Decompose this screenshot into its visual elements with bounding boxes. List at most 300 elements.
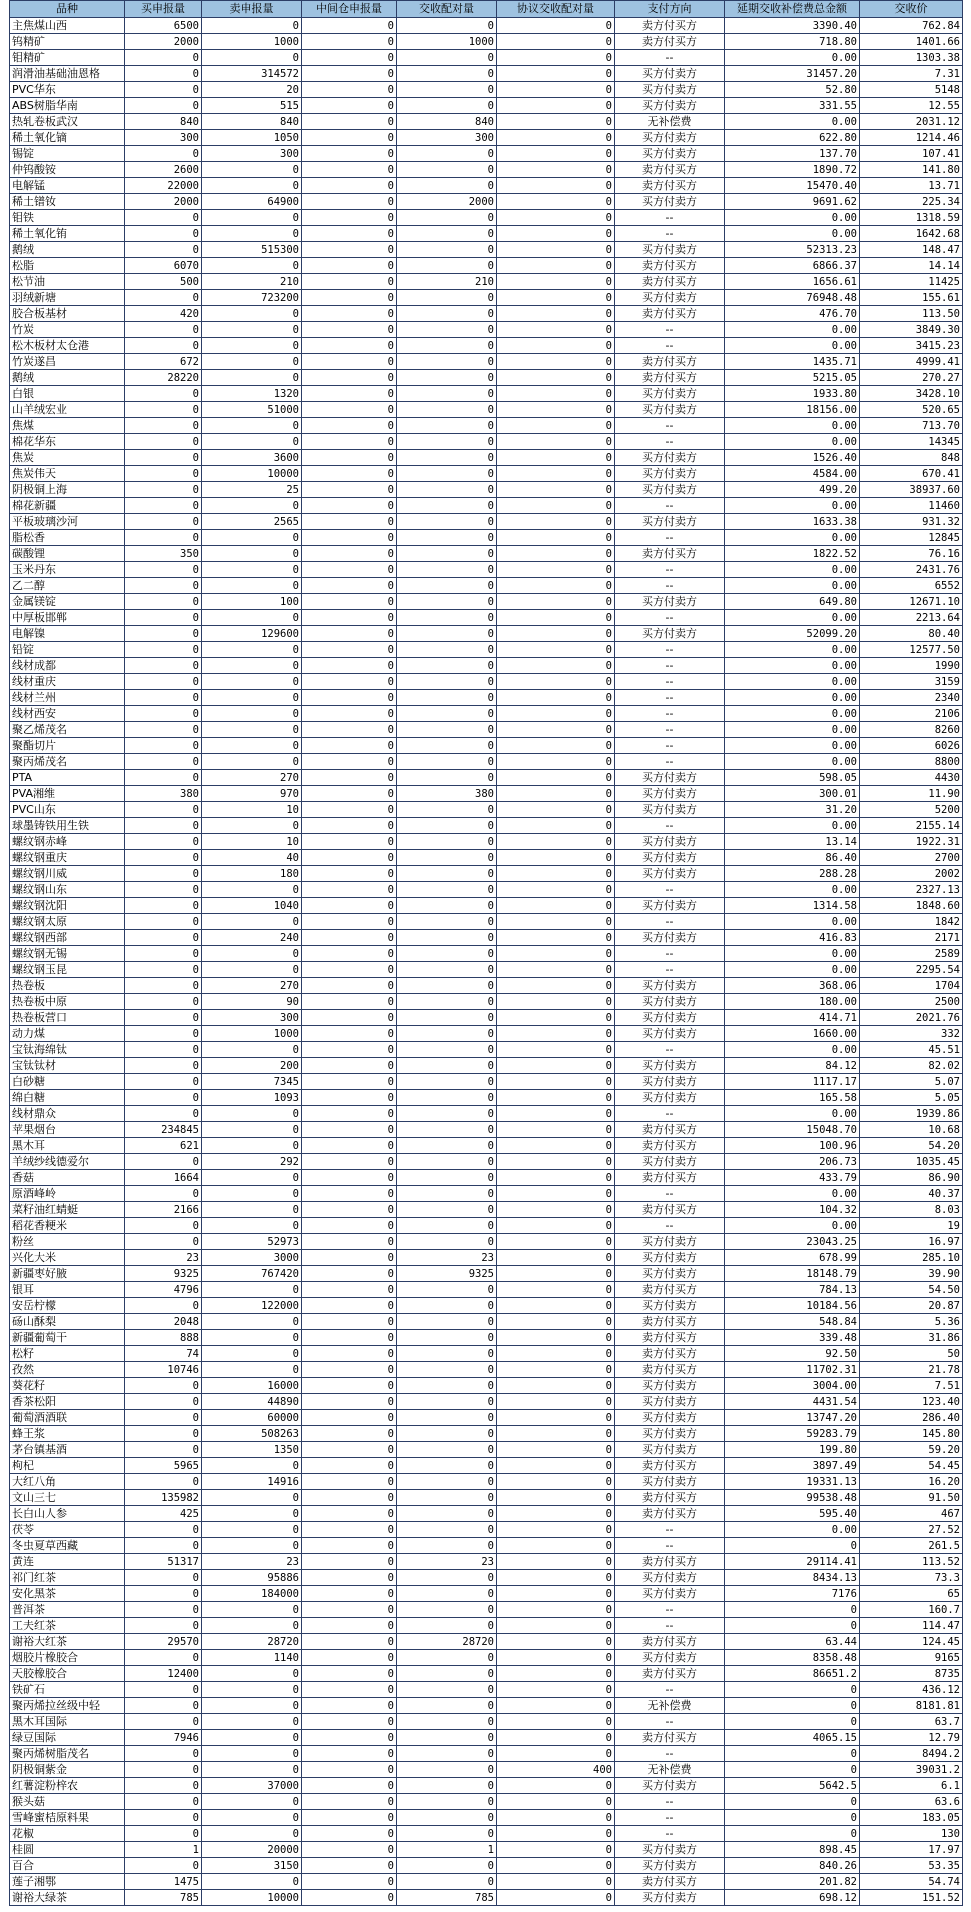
cell-agreement-qty: 0	[497, 450, 615, 466]
cell-mid-qty: 0	[302, 1858, 397, 1874]
cell-compensation: 19331.13	[725, 1474, 860, 1490]
cell-pay-direction: 卖方付买方	[615, 1138, 725, 1154]
cell-buy-qty: 0	[125, 226, 202, 242]
cell-pay-direction: 卖方付买方	[615, 162, 725, 178]
cell-compensation: 0.00	[725, 914, 860, 930]
cell-product: 枸杞	[10, 1458, 125, 1474]
table-row	[10, 754, 963, 770]
cell-sell-qty: 0	[202, 1314, 302, 1330]
cell-compensation: 8434.13	[725, 1570, 860, 1586]
cell-compensation: 1117.17	[725, 1074, 860, 1090]
cell-mid-qty: 0	[302, 754, 397, 770]
cell-sell-qty: 0	[202, 1682, 302, 1698]
cell-product: 天胶橡胶合	[10, 1666, 125, 1682]
cell-match-qty: 1000	[397, 34, 497, 50]
cell-buy-qty: 0	[125, 1538, 202, 1554]
cell-buy-qty: 0	[125, 642, 202, 658]
cell-sell-qty: 10000	[202, 466, 302, 482]
cell-pay-direction: 卖方付买方	[615, 1282, 725, 1298]
table-row	[10, 1394, 963, 1410]
cell-buy-qty: 0	[125, 850, 202, 866]
header-product: 品种	[10, 1, 125, 18]
cell-compensation: 0.00	[725, 946, 860, 962]
cell-sell-qty: 0	[202, 1618, 302, 1634]
cell-compensation: 0.00	[725, 1218, 860, 1234]
cell-product: 绵白糖	[10, 1090, 125, 1106]
table-row	[10, 1026, 963, 1042]
cell-sell-qty: 25	[202, 482, 302, 498]
cell-pay-direction: 卖方付买方	[615, 1554, 725, 1570]
cell-buy-qty: 0	[125, 1778, 202, 1794]
cell-match-qty: 0	[397, 898, 497, 914]
cell-buy-qty: 0	[125, 594, 202, 610]
cell-sell-qty: 23	[202, 1554, 302, 1570]
cell-compensation: 649.80	[725, 594, 860, 610]
cell-agreement-qty: 0	[497, 434, 615, 450]
cell-buy-qty: 6500	[125, 18, 202, 34]
cell-price: 1704	[860, 978, 963, 994]
cell-agreement-qty: 0	[497, 786, 615, 802]
cell-buy-qty: 135982	[125, 1490, 202, 1506]
table-row	[10, 546, 963, 562]
cell-sell-qty: 840	[202, 114, 302, 130]
cell-buy-qty: 2600	[125, 162, 202, 178]
cell-agreement-qty: 0	[497, 306, 615, 322]
cell-mid-qty: 0	[302, 1234, 397, 1250]
cell-match-qty: 0	[397, 578, 497, 594]
cell-match-qty: 0	[397, 530, 497, 546]
cell-match-qty: 23	[397, 1250, 497, 1266]
table-row	[10, 354, 963, 370]
cell-sell-qty: 95886	[202, 1570, 302, 1586]
cell-product: 羊绒纱线德爱尔	[10, 1154, 125, 1170]
cell-mid-qty: 0	[302, 1506, 397, 1522]
cell-pay-direction: 卖方付买方	[615, 18, 725, 34]
cell-buy-qty: 0	[125, 930, 202, 946]
table-row	[10, 1058, 963, 1074]
cell-buy-qty: 0	[125, 1426, 202, 1442]
cell-mid-qty: 0	[302, 1746, 397, 1762]
cell-pay-direction: --	[615, 818, 725, 834]
header-compensation: 延期交收补偿费总金额	[725, 1, 860, 18]
cell-agreement-qty: 0	[497, 210, 615, 226]
cell-price: 931.32	[860, 514, 963, 530]
cell-match-qty: 0	[397, 1730, 497, 1746]
cell-product: 线材兰州	[10, 690, 125, 706]
cell-mid-qty: 0	[302, 818, 397, 834]
cell-product: 螺纹钢无锡	[10, 946, 125, 962]
cell-mid-qty: 0	[302, 1058, 397, 1074]
cell-match-qty: 0	[397, 418, 497, 434]
cell-agreement-qty: 0	[497, 1650, 615, 1666]
cell-pay-direction: 卖方付买方	[615, 1458, 725, 1474]
cell-compensation: 0	[725, 1826, 860, 1842]
cell-product: 螺纹钢沈阳	[10, 898, 125, 914]
cell-mid-qty: 0	[302, 802, 397, 818]
cell-price: 2213.64	[860, 610, 963, 626]
cell-mid-qty: 0	[302, 770, 397, 786]
cell-product: 宝钛海绵钛	[10, 1042, 125, 1058]
cell-pay-direction: 买方付卖方	[615, 1250, 725, 1266]
cell-price: 3159	[860, 674, 963, 690]
cell-product: 螺纹钢山东	[10, 882, 125, 898]
cell-agreement-qty: 0	[497, 914, 615, 930]
cell-buy-qty: 0	[125, 946, 202, 962]
cell-price: 107.41	[860, 146, 963, 162]
cell-agreement-qty: 0	[497, 1714, 615, 1730]
cell-compensation: 0.00	[725, 722, 860, 738]
cell-sell-qty: 3000	[202, 1250, 302, 1266]
cell-mid-qty: 0	[302, 434, 397, 450]
cell-sell-qty: 0	[202, 1826, 302, 1842]
cell-pay-direction: 买方付卖方	[615, 514, 725, 530]
cell-sell-qty: 0	[202, 1186, 302, 1202]
cell-product: 松木板材太仓港	[10, 338, 125, 354]
table-row	[10, 482, 963, 498]
cell-mid-qty: 0	[302, 338, 397, 354]
cell-price: 2431.76	[860, 562, 963, 578]
cell-compensation: 1890.72	[725, 162, 860, 178]
cell-price: 1848.60	[860, 898, 963, 914]
cell-mid-qty: 0	[302, 738, 397, 754]
cell-sell-qty: 0	[202, 1522, 302, 1538]
cell-compensation: 1435.71	[725, 354, 860, 370]
cell-match-qty: 0	[397, 226, 497, 242]
cell-mid-qty: 0	[302, 1554, 397, 1570]
cell-price: 91.50	[860, 1490, 963, 1506]
cell-buy-qty: 621	[125, 1138, 202, 1154]
cell-match-qty: 0	[397, 322, 497, 338]
cell-buy-qty: 0	[125, 210, 202, 226]
cell-price: 848	[860, 450, 963, 466]
cell-sell-qty: 0	[202, 642, 302, 658]
cell-compensation: 548.84	[725, 1314, 860, 1330]
cell-price: 8.03	[860, 1202, 963, 1218]
cell-match-qty: 0	[397, 1538, 497, 1554]
cell-agreement-qty: 0	[497, 178, 615, 194]
cell-buy-qty: 0	[125, 1618, 202, 1634]
table-row	[10, 1106, 963, 1122]
cell-sell-qty: 0	[202, 722, 302, 738]
cell-price: 59.20	[860, 1442, 963, 1458]
cell-pay-direction: 买方付卖方	[615, 82, 725, 98]
table-row	[10, 594, 963, 610]
cell-agreement-qty: 0	[497, 1746, 615, 1762]
cell-compensation: 1526.40	[725, 450, 860, 466]
cell-compensation: 0	[725, 1602, 860, 1618]
cell-compensation: 339.48	[725, 1330, 860, 1346]
cell-match-qty: 9325	[397, 1266, 497, 1282]
cell-mid-qty: 0	[302, 898, 397, 914]
cell-agreement-qty: 0	[497, 818, 615, 834]
cell-price: 2500	[860, 994, 963, 1010]
cell-pay-direction: --	[615, 706, 725, 722]
cell-buy-qty: 0	[125, 1394, 202, 1410]
cell-match-qty: 2000	[397, 194, 497, 210]
cell-price: 1401.66	[860, 34, 963, 50]
cell-pay-direction: 买方付卖方	[615, 770, 725, 786]
cell-price: 12.79	[860, 1730, 963, 1746]
cell-compensation: 3390.40	[725, 18, 860, 34]
table-row	[10, 1234, 963, 1250]
cell-product: 菜籽油红蜻蜓	[10, 1202, 125, 1218]
cell-product: 阴极铜上海	[10, 482, 125, 498]
cell-price: 113.50	[860, 306, 963, 322]
cell-compensation: 201.82	[725, 1874, 860, 1890]
cell-mid-qty: 0	[302, 178, 397, 194]
cell-mid-qty: 0	[302, 1538, 397, 1554]
header-sell-qty: 卖申报量	[202, 1, 302, 18]
table-row	[10, 1314, 963, 1330]
cell-product: 铅锭	[10, 642, 125, 658]
cell-price: 2700	[860, 850, 963, 866]
cell-pay-direction: --	[615, 946, 725, 962]
table-row	[10, 1666, 963, 1682]
cell-match-qty: 0	[397, 1778, 497, 1794]
cell-match-qty: 0	[397, 1058, 497, 1074]
cell-price: 123.40	[860, 1394, 963, 1410]
cell-pay-direction: 无补偿费	[615, 114, 725, 130]
cell-match-qty: 0	[397, 1618, 497, 1634]
cell-price: 8181.81	[860, 1698, 963, 1714]
cell-price: 762.84	[860, 18, 963, 34]
cell-price: 16.20	[860, 1474, 963, 1490]
cell-match-qty: 0	[397, 914, 497, 930]
cell-buy-qty: 0	[125, 1682, 202, 1698]
cell-agreement-qty: 0	[497, 722, 615, 738]
cell-product: 红薯淀粉梓农	[10, 1778, 125, 1794]
cell-sell-qty: 270	[202, 978, 302, 994]
cell-mid-qty: 0	[302, 1586, 397, 1602]
cell-price: 63.7	[860, 1714, 963, 1730]
cell-agreement-qty: 0	[497, 1010, 615, 1026]
table-row	[10, 1778, 963, 1794]
cell-pay-direction: 卖方付买方	[615, 354, 725, 370]
cell-sell-qty: 0	[202, 1458, 302, 1474]
cell-price: 63.6	[860, 1794, 963, 1810]
cell-buy-qty: 2000	[125, 34, 202, 50]
cell-match-qty: 0	[397, 1314, 497, 1330]
cell-agreement-qty: 0	[497, 850, 615, 866]
cell-price: 38937.60	[860, 482, 963, 498]
cell-pay-direction: 买方付卖方	[615, 1410, 725, 1426]
cell-mid-qty: 0	[302, 1522, 397, 1538]
cell-pay-direction: 买方付卖方	[615, 930, 725, 946]
cell-buy-qty: 0	[125, 418, 202, 434]
cell-mid-qty: 0	[302, 114, 397, 130]
cell-pay-direction: 买方付卖方	[615, 1426, 725, 1442]
cell-price: 2155.14	[860, 818, 963, 834]
table-row	[10, 530, 963, 546]
cell-compensation: 52.80	[725, 82, 860, 98]
table-row	[10, 466, 963, 482]
cell-price: 2021.76	[860, 1010, 963, 1026]
cell-product: 碳酸锂	[10, 546, 125, 562]
table-row	[10, 1074, 963, 1090]
table-row	[10, 1170, 963, 1186]
cell-product: 茅台镇基酒	[10, 1442, 125, 1458]
cell-match-qty: 0	[397, 1650, 497, 1666]
cell-sell-qty: 0	[202, 1666, 302, 1682]
cell-pay-direction: 买方付卖方	[615, 1394, 725, 1410]
cell-product: 胶合板基材	[10, 306, 125, 322]
table-row	[10, 866, 963, 882]
cell-product: 焦炭伟天	[10, 466, 125, 482]
cell-agreement-qty: 0	[497, 1346, 615, 1362]
cell-match-qty: 0	[397, 1410, 497, 1426]
cell-product: 绿豆国际	[10, 1730, 125, 1746]
cell-match-qty: 0	[397, 1234, 497, 1250]
cell-sell-qty: 1040	[202, 898, 302, 914]
cell-buy-qty: 28220	[125, 370, 202, 386]
cell-buy-qty: 0	[125, 610, 202, 626]
cell-price: 27.52	[860, 1522, 963, 1538]
table-row	[10, 1298, 963, 1314]
cell-price: 40.37	[860, 1186, 963, 1202]
cell-price: 5.05	[860, 1090, 963, 1106]
cell-sell-qty: 7345	[202, 1074, 302, 1090]
cell-sell-qty: 0	[202, 706, 302, 722]
cell-agreement-qty: 0	[497, 626, 615, 642]
table-row	[10, 322, 963, 338]
cell-compensation: 3897.49	[725, 1458, 860, 1474]
table-row	[10, 1042, 963, 1058]
cell-buy-qty: 0	[125, 578, 202, 594]
cell-price: 1642.68	[860, 226, 963, 242]
cell-price: 54.45	[860, 1458, 963, 1474]
table-row	[10, 930, 963, 946]
cell-product: 电解镍	[10, 626, 125, 642]
cell-mid-qty: 0	[302, 850, 397, 866]
cell-agreement-qty: 0	[497, 1330, 615, 1346]
cell-product: 黑木耳国际	[10, 1714, 125, 1730]
cell-price: 11425	[860, 274, 963, 290]
cell-mid-qty: 0	[302, 1266, 397, 1282]
cell-agreement-qty: 0	[497, 706, 615, 722]
cell-pay-direction: 买方付卖方	[615, 1026, 725, 1042]
cell-buy-qty: 0	[125, 1762, 202, 1778]
cell-match-qty: 0	[397, 162, 497, 178]
cell-match-qty: 0	[397, 1442, 497, 1458]
cell-sell-qty: 1000	[202, 1026, 302, 1042]
cell-price: 160.7	[860, 1602, 963, 1618]
cell-buy-qty: 0	[125, 914, 202, 930]
cell-product: 螺纹钢赤峰	[10, 834, 125, 850]
cell-sell-qty: 300	[202, 1010, 302, 1026]
cell-sell-qty: 0	[202, 354, 302, 370]
cell-mid-qty: 0	[302, 1346, 397, 1362]
cell-mid-qty: 0	[302, 1202, 397, 1218]
cell-pay-direction: 买方付卖方	[615, 1234, 725, 1250]
cell-mid-qty: 0	[302, 578, 397, 594]
table-row	[10, 66, 963, 82]
cell-match-qty: 0	[397, 1202, 497, 1218]
cell-pay-direction: 卖方付买方	[615, 1634, 725, 1650]
cell-sell-qty: 1320	[202, 386, 302, 402]
cell-buy-qty: 0	[125, 402, 202, 418]
cell-mid-qty: 0	[302, 626, 397, 642]
cell-match-qty: 0	[397, 930, 497, 946]
cell-product: 焦煤	[10, 418, 125, 434]
cell-pay-direction: --	[615, 1538, 725, 1554]
cell-match-qty: 0	[397, 1186, 497, 1202]
cell-mid-qty: 0	[302, 882, 397, 898]
cell-match-qty: 0	[397, 1586, 497, 1602]
cell-mid-qty: 0	[302, 1826, 397, 1842]
cell-price: 141.80	[860, 162, 963, 178]
cell-buy-qty: 0	[125, 1810, 202, 1826]
cell-buy-qty: 0	[125, 1298, 202, 1314]
cell-agreement-qty: 0	[497, 162, 615, 178]
cell-agreement-qty: 0	[497, 1554, 615, 1570]
cell-product: 羽绒新塘	[10, 290, 125, 306]
cell-buy-qty: 0	[125, 1378, 202, 1394]
cell-mid-qty: 0	[302, 706, 397, 722]
cell-buy-qty: 0	[125, 386, 202, 402]
cell-product: 线材西安	[10, 706, 125, 722]
table-row	[10, 1874, 963, 1890]
cell-pay-direction: 买方付卖方	[615, 1442, 725, 1458]
table-row	[10, 898, 963, 914]
cell-sell-qty: 0	[202, 210, 302, 226]
cell-buy-qty: 0	[125, 482, 202, 498]
cell-price: 39031.2	[860, 1762, 963, 1778]
cell-buy-qty: 1475	[125, 1874, 202, 1890]
cell-product: 螺纹钢玉昆	[10, 962, 125, 978]
cell-buy-qty: 0	[125, 1074, 202, 1090]
table-row	[10, 242, 963, 258]
cell-compensation: 84.12	[725, 1058, 860, 1074]
cell-compensation: 5642.5	[725, 1778, 860, 1794]
cell-price: 261.5	[860, 1538, 963, 1554]
cell-match-qty: 0	[397, 1666, 497, 1682]
cell-price: 332	[860, 1026, 963, 1042]
cell-price: 13.71	[860, 178, 963, 194]
cell-compensation: 0.00	[725, 674, 860, 690]
cell-agreement-qty: 0	[497, 578, 615, 594]
table-row	[10, 1858, 963, 1874]
cell-sell-qty: 14916	[202, 1474, 302, 1490]
cell-sell-qty: 0	[202, 1762, 302, 1778]
cell-product: 线材鼎众	[10, 1106, 125, 1122]
table-row	[10, 418, 963, 434]
cell-price: 5148	[860, 82, 963, 98]
cell-mid-qty: 0	[302, 1698, 397, 1714]
cell-compensation: 784.13	[725, 1282, 860, 1298]
cell-pay-direction: 买方付卖方	[615, 626, 725, 642]
cell-match-qty: 0	[397, 1170, 497, 1186]
cell-sell-qty: 3150	[202, 1858, 302, 1874]
cell-product: 螺纹钢西部	[10, 930, 125, 946]
cell-match-qty: 0	[397, 690, 497, 706]
cell-pay-direction: --	[615, 1042, 725, 1058]
cell-product: 线材成都	[10, 658, 125, 674]
table-row	[10, 338, 963, 354]
table-row	[10, 1282, 963, 1298]
table-row	[10, 1794, 963, 1810]
cell-sell-qty: 40	[202, 850, 302, 866]
cell-sell-qty: 0	[202, 562, 302, 578]
cell-pay-direction: 买方付卖方	[615, 402, 725, 418]
cell-agreement-qty: 0	[497, 1202, 615, 1218]
cell-mid-qty: 0	[302, 1794, 397, 1810]
cell-compensation: 99538.48	[725, 1490, 860, 1506]
table-row	[10, 1538, 963, 1554]
cell-pay-direction: 买方付卖方	[615, 898, 725, 914]
cell-pay-direction: --	[615, 962, 725, 978]
cell-sell-qty: 0	[202, 1282, 302, 1298]
cell-compensation: 1633.38	[725, 514, 860, 530]
